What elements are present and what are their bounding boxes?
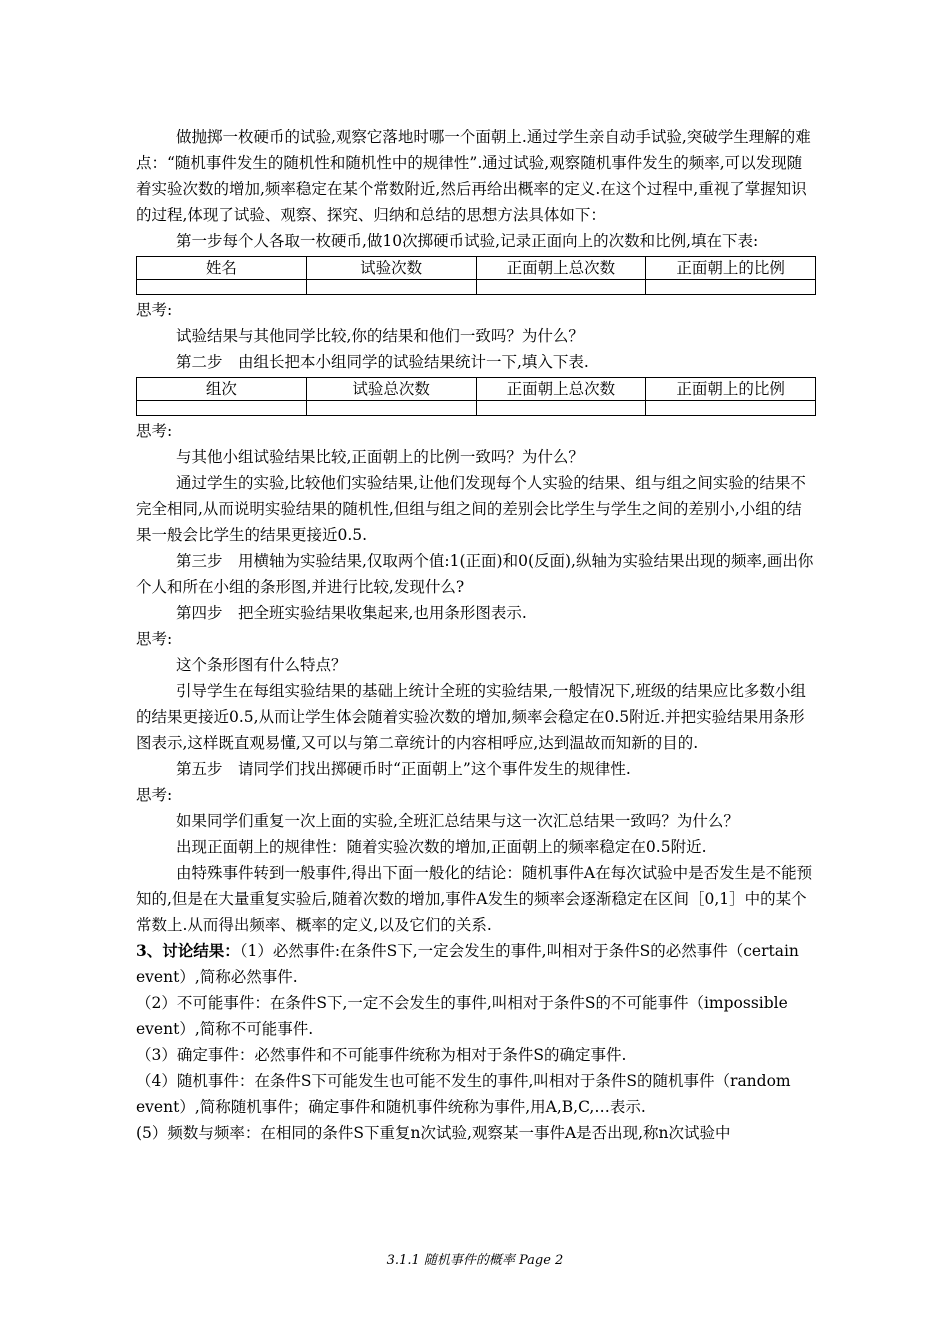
table-header-cell: 试验次数 bbox=[306, 257, 476, 280]
table-header-row bbox=[137, 378, 816, 401]
table-header-cell: 姓名 bbox=[137, 257, 307, 280]
think-label: 思考: bbox=[136, 422, 173, 440]
table-cell bbox=[306, 401, 476, 416]
table-header-cell: 正面朝上的比例 bbox=[646, 257, 816, 280]
step-one-paragraph: 第一步每个人各取一枚硬币,做10次掷硬币试验,记录正面向上的次数和比例,填在下表: bbox=[176, 232, 759, 250]
regularity-statement: 出现正面朝上的规律性：随着实验次数的增加,正面朝上的频率稳定在0.5附近. bbox=[176, 838, 707, 856]
discussion-item-3: （3）确定事件：必然事件和不可能事件统称为相对于条件S的确定事件. bbox=[136, 1046, 627, 1064]
class-results-explanation: 引导学生在每组实验结果的基础上统计全班的实验结果,一般情况下,班级的结果应比多数小组的结果更接近0.5,从而让学生体会随着实验次数的增加,频率会稳定在0.5附近.并把实验结果用条形图表示,这样既直观易懂,又可以与第二章统计的内容相呼应,达到温故而知新的目的. bbox=[136, 682, 806, 752]
table-cell bbox=[137, 401, 307, 416]
discussion-item-2: （2）不可能事件：在条件S下,一定不会发生的事件,叫相对于条件S的不可能事件（impossible event）,简称不可能事件. bbox=[136, 994, 788, 1038]
page-footer: 3.1.1 随机事件的概率 Page 2 bbox=[386, 1253, 564, 1268]
table-row bbox=[137, 280, 816, 295]
group-compare-question: 与其他小组试验结果比较,正面朝上的比例一致吗？为什么？ bbox=[176, 448, 584, 466]
think-label: 思考: bbox=[136, 630, 173, 648]
randomness-explanation: 通过学生的实验,比较他们实验结果,让他们发现每个人实验的结果、组与组之间实验的结果不完全相同,从而说明实验结果的随机性,但组与组之间的差别会比学生与学生之间的差别小,小组的结果一般会比学生的结果更接近0.5. bbox=[136, 474, 806, 544]
compare-question: 试验结果与其他同学比较,你的结果和他们一致吗？为什么？ bbox=[176, 327, 584, 345]
table-header-row bbox=[137, 257, 816, 280]
think-label: 思考: bbox=[136, 301, 173, 319]
table-header-cell: 组次 bbox=[137, 378, 307, 401]
intro-paragraph: 做抛掷一枚硬币的试验,观察它落地时哪一个面朝上.通过学生亲自动手试验,突破学生理解的难点：“随机事件发生的随机性和随机性中的规律性”.通过试验,观察随机事件发生的频率,可以发现随着实验次数的增加,频率稳定在某个常数附近,然后再给出概率的定义.在这个过程中,重视了掌握知识的过程,体现了试验、观察、探究、归纳和总结的思想方法具体如下： bbox=[136, 128, 811, 224]
discussion-item-4: （4）随机事件：在条件S下可能发生也可能不发生的事件,叫相对于条件S的随机事件（random event）,简称随机事件；确定事件和随机事件统称为事件,用A,B,C,…表示. bbox=[136, 1072, 791, 1116]
group-results-table bbox=[136, 377, 816, 416]
discussion-item-1-text: （1）必然事件:在条件S下,一定会发生的事件,叫相对于条件S的必然事件（certain event）,简称必然事件. bbox=[136, 942, 799, 986]
table-cell bbox=[137, 280, 307, 295]
think-label: 思考: bbox=[136, 786, 173, 804]
bar-chart-question: 这个条形图有什么特点？ bbox=[176, 656, 347, 674]
generalization-paragraph: 由特殊事件转到一般事件,得出下面一般化的结论：随机事件A在每次试验中是否发生是不能预知的,但是在大量重复实验后,随着次数的增加,事件A发生的频率会逐渐稳定在区间［0,1］中的某个常数上.从而得出频率、概率的定义,以及它们的关系. bbox=[136, 864, 813, 934]
individual-results-table bbox=[136, 256, 816, 295]
table-cell bbox=[476, 401, 646, 416]
repeat-question: 如果同学们重复一次上面的实验,全班汇总结果与这一次汇总结果一致吗？为什么？ bbox=[176, 812, 739, 830]
table-cell bbox=[646, 401, 816, 416]
table-cell bbox=[646, 280, 816, 295]
table-header-cell: 试验总次数 bbox=[306, 378, 476, 401]
discussion-item-1 bbox=[136, 938, 816, 990]
discussion-heading: 3、讨论结果： bbox=[136, 941, 240, 960]
table-header-cell: 正面朝上的比例 bbox=[646, 378, 816, 401]
step-three-paragraph: 第三步 用横轴为实验结果,仅取两个值:1(正面)和0(反面),纵轴为实验结果出现的频率,画出你个人和所在小组的条形图,并进行比较,发现什么? bbox=[136, 552, 814, 596]
table-row bbox=[137, 401, 816, 416]
page-body bbox=[136, 124, 816, 1146]
step-four-paragraph: 第四步 把全班实验结果收集起来,也用条形图表示. bbox=[176, 604, 527, 622]
table-cell bbox=[306, 280, 476, 295]
table-cell bbox=[476, 280, 646, 295]
step-two-paragraph: 第二步 由组长把本小组同学的试验结果统计一下,填入下表. bbox=[176, 353, 589, 371]
step-five-paragraph: 第五步 请同学们找出掷硬币时“正面朝上”这个事件发生的规律性. bbox=[176, 760, 631, 778]
discussion-item-5: (5）频数与频率：在相同的条件S下重复n次试验,观察某一事件A是否出现,称n次试验中 bbox=[136, 1124, 731, 1142]
table-header-cell: 正面朝上总次数 bbox=[476, 257, 646, 280]
table-header-cell: 正面朝上总次数 bbox=[476, 378, 646, 401]
